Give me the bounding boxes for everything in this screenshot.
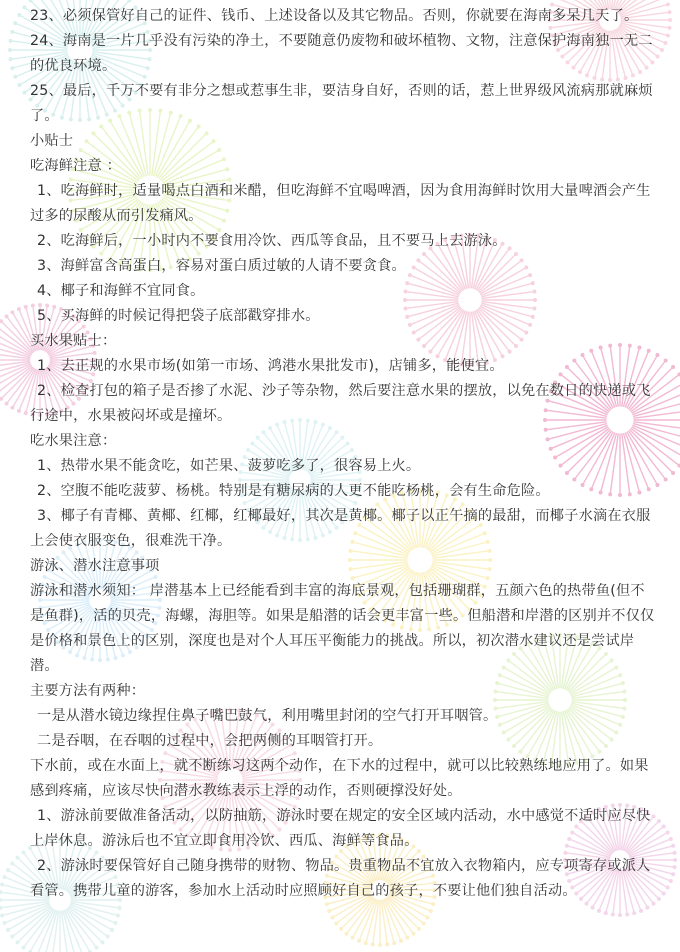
paragraph: 下水前，或在水面上，就不断练习这两个动作，在下水的过程中，就可以比较熟练地应用了。如果感到疼痛，应该尽快向潜水教练表示上浮的动作，否则硬撑没好处。 bbox=[30, 758, 649, 799]
list-item: 3、海鲜富含高蛋白，容易对蛋白质过敏的人请不要贪食。 bbox=[37, 258, 406, 274]
section-heading: 游泳、潜水注意事项 bbox=[30, 558, 160, 574]
subheading: 吃水果注意： bbox=[30, 433, 117, 449]
list-item: 3、椰子有青椰、黄椰、红椰，红椰最好，其次是黄椰。椰子以正午摘的最甜，而椰子水滴在衣服上会使衣服变色，很难洗干净。 bbox=[30, 508, 651, 549]
list-item: 二是吞咽，在吞咽的过程中，会把两侧的耳咽管打开。 bbox=[37, 733, 383, 749]
list-item: 5、买海鲜的时候记得把袋子底部戳穿排水。 bbox=[37, 308, 320, 324]
list-item: 2、空腹不能吃菠萝、杨桃。特别是有糖尿病的人更不能吃杨桃，会有生命危险。 bbox=[37, 483, 550, 499]
article-body bbox=[30, 0, 655, 904]
paragraph: 23、必须保管好自己的证件、钱币、上述设备以及其它物品。否则，你就要在海南多呆几天了。 bbox=[30, 8, 639, 24]
list-item: 1、热带水果不能贪吃，如芒果、菠萝吃多了，很容易上火。 bbox=[37, 458, 421, 474]
paragraph: 25、最后，千万不要有非分之想或惹事生非，要洁身自好，否则的话，惹上世界级风流病那就麻烦了。 bbox=[30, 83, 653, 124]
list-item: 2、游泳时要保管好自己随身携带的财物、物品。贵重物品不宜放入衣物箱内，应专项寄存或派人看管。携带儿童的游客，参加水上活动时应照顾好自己的孩子，不要让他们独自活动。 bbox=[30, 858, 651, 899]
subheading: 吃海鲜注意 ： bbox=[30, 158, 122, 174]
list-item: 2、检查打包的箱子是否掺了水泥、沙子等杂物，然后要注意水果的摆放，以免在数日的快递或飞行途中，水果被闷坏或是撞坏。 bbox=[30, 383, 651, 424]
paragraph: 游泳和潜水须知： 岸潜基本上已经能看到丰富的海底景观，包括珊瑚群，五颜六色的热带鱼(但不是鱼群)，活的贝壳，海螺，海胆等。如果是船潜的话会更丰富一些。但船潜和岸潜的区别并不仅仅是价格和景色上的区别，深度也是对个人耳压平衡能力的挑战。所以，初次潜水建议还是尝试岸潜。 bbox=[30, 583, 655, 674]
list-item: 1、去正规的水果市场(如第一市场、鸿港水果批发市)，店铺多，能便宜。 bbox=[37, 358, 504, 374]
list-item: 2、吃海鲜后，一小时内不要食用冷饮、西瓜等食品，且不要马上去游泳。 bbox=[37, 233, 507, 249]
list-item: 一是从潜水镜边缘捏住鼻子嘴巴鼓气，利用嘴里封闭的空气打开耳咽管。 bbox=[37, 708, 498, 724]
subheading: 主要方法有两种： bbox=[30, 683, 146, 699]
section-heading: 小贴士 bbox=[30, 133, 74, 149]
paragraph: 24、海南是一片几乎没有污染的净土，不要随意仍废物和破坏植物、文物，注意保护海南独一无二的优良环境。 bbox=[30, 33, 653, 74]
list-item: 1、吃海鲜时，适量喝点白酒和米醋，但吃海鲜不宜喝啤酒，因为食用海鲜时饮用大量啤酒会产生过多的尿酸从而引发痛风。 bbox=[30, 183, 651, 224]
subheading: 买水果贴士： bbox=[30, 333, 117, 349]
list-item: 1、游泳前要做准备活动，以防抽筋，游泳时要在规定的安全区域内活动，水中感觉不适时应尽快上岸休息。游泳后也不宜立即食用冷饮、西瓜、海鲜等食品。 bbox=[30, 808, 651, 849]
list-item: 4、椰子和海鲜不宜同食。 bbox=[37, 283, 205, 299]
